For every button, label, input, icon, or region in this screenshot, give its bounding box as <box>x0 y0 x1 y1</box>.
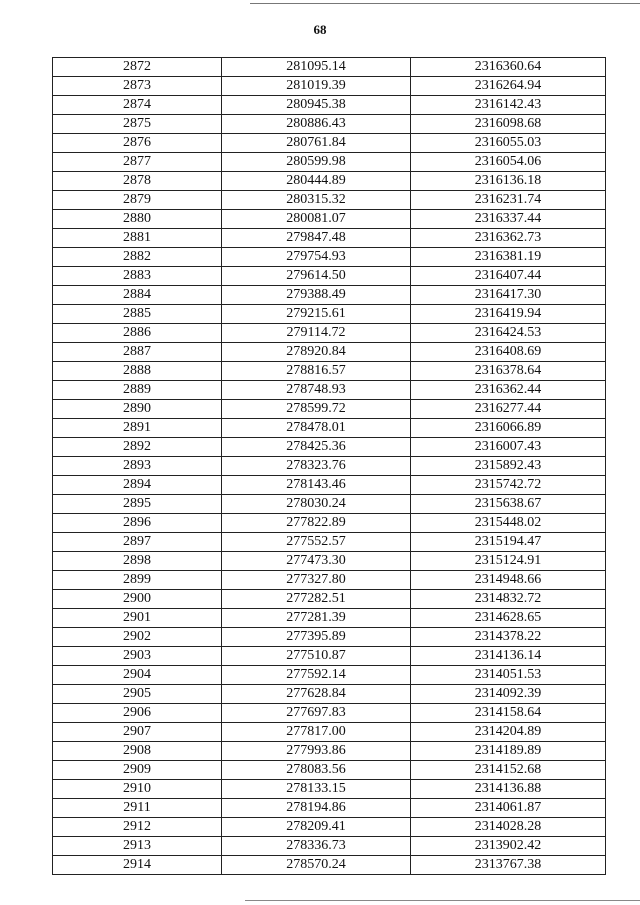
y-coordinate-cell: 2316337.44 <box>411 210 606 229</box>
x-coordinate-cell: 278030.24 <box>222 495 411 514</box>
x-coordinate-cell: 278478.01 <box>222 419 411 438</box>
y-coordinate-cell: 2314061.87 <box>411 799 606 818</box>
x-coordinate-cell: 280315.32 <box>222 191 411 210</box>
y-coordinate-cell: 2316231.74 <box>411 191 606 210</box>
point-number-cell: 2875 <box>53 115 222 134</box>
x-coordinate-cell: 277327.80 <box>222 571 411 590</box>
point-number-cell: 2913 <box>53 837 222 856</box>
x-coordinate-cell: 278194.86 <box>222 799 411 818</box>
table-row <box>53 647 606 666</box>
x-coordinate-cell: 277281.39 <box>222 609 411 628</box>
y-coordinate-cell: 2316264.94 <box>411 77 606 96</box>
y-coordinate-cell: 2316362.44 <box>411 381 606 400</box>
x-coordinate-cell: 278336.73 <box>222 837 411 856</box>
y-coordinate-cell: 2315194.47 <box>411 533 606 552</box>
table-row <box>53 267 606 286</box>
table-row <box>53 210 606 229</box>
x-coordinate-cell: 278143.46 <box>222 476 411 495</box>
point-number-cell: 2905 <box>53 685 222 704</box>
point-number-cell: 2899 <box>53 571 222 590</box>
x-coordinate-cell: 278920.84 <box>222 343 411 362</box>
point-number-cell: 2909 <box>53 761 222 780</box>
table-row <box>53 476 606 495</box>
x-coordinate-cell: 277628.84 <box>222 685 411 704</box>
y-coordinate-cell: 2316378.64 <box>411 362 606 381</box>
table-row <box>53 172 606 191</box>
x-coordinate-cell: 280886.43 <box>222 115 411 134</box>
point-number-cell: 2880 <box>53 210 222 229</box>
x-coordinate-cell: 277993.86 <box>222 742 411 761</box>
point-number-cell: 2884 <box>53 286 222 305</box>
y-coordinate-cell: 2316408.69 <box>411 343 606 362</box>
y-coordinate-cell: 2316066.89 <box>411 419 606 438</box>
x-coordinate-cell: 277592.14 <box>222 666 411 685</box>
table-row <box>53 704 606 723</box>
table-row <box>53 514 606 533</box>
y-coordinate-cell: 2314158.64 <box>411 704 606 723</box>
x-coordinate-cell: 277817.00 <box>222 723 411 742</box>
point-number-cell: 2897 <box>53 533 222 552</box>
point-number-cell: 2904 <box>53 666 222 685</box>
table-row <box>53 666 606 685</box>
table-row <box>53 343 606 362</box>
table-row <box>53 609 606 628</box>
y-coordinate-cell: 2313902.42 <box>411 837 606 856</box>
table-row <box>53 761 606 780</box>
point-number-cell: 2912 <box>53 818 222 837</box>
y-coordinate-cell: 2316360.64 <box>411 58 606 77</box>
page-number: 68 <box>313 22 327 37</box>
point-number-cell: 2893 <box>53 457 222 476</box>
x-coordinate-cell: 279847.48 <box>222 229 411 248</box>
y-coordinate-cell: 2314051.53 <box>411 666 606 685</box>
table-row <box>53 362 606 381</box>
x-coordinate-cell: 277395.89 <box>222 628 411 647</box>
x-coordinate-cell: 278816.57 <box>222 362 411 381</box>
y-coordinate-cell: 2314152.68 <box>411 761 606 780</box>
y-coordinate-cell: 2316277.44 <box>411 400 606 419</box>
x-coordinate-cell: 277282.51 <box>222 590 411 609</box>
y-coordinate-cell: 2314628.65 <box>411 609 606 628</box>
scan-edge-top <box>250 3 640 4</box>
coordinates-table <box>52 57 606 875</box>
y-coordinate-cell: 2314092.39 <box>411 685 606 704</box>
y-coordinate-cell: 2314136.88 <box>411 780 606 799</box>
table-row <box>53 533 606 552</box>
point-number-cell: 2882 <box>53 248 222 267</box>
point-number-cell: 2898 <box>53 552 222 571</box>
y-coordinate-cell: 2316136.18 <box>411 172 606 191</box>
point-number-cell: 2894 <box>53 476 222 495</box>
point-number-cell: 2902 <box>53 628 222 647</box>
point-number-cell: 2914 <box>53 856 222 875</box>
point-number-cell: 2885 <box>53 305 222 324</box>
point-number-cell: 2906 <box>53 704 222 723</box>
x-coordinate-cell: 277510.87 <box>222 647 411 666</box>
x-coordinate-cell: 279215.61 <box>222 305 411 324</box>
point-number-cell: 2873 <box>53 77 222 96</box>
x-coordinate-cell: 278425.36 <box>222 438 411 457</box>
x-coordinate-cell: 280945.38 <box>222 96 411 115</box>
table-row <box>53 552 606 571</box>
point-number-cell: 2910 <box>53 780 222 799</box>
y-coordinate-cell: 2315638.67 <box>411 495 606 514</box>
table-row <box>53 780 606 799</box>
y-coordinate-cell: 2316424.53 <box>411 324 606 343</box>
table-row <box>53 818 606 837</box>
x-coordinate-cell: 280599.98 <box>222 153 411 172</box>
x-coordinate-cell: 281019.39 <box>222 77 411 96</box>
table-row <box>53 438 606 457</box>
point-number-cell: 2911 <box>53 799 222 818</box>
y-coordinate-cell: 2314832.72 <box>411 590 606 609</box>
point-number-cell: 2903 <box>53 647 222 666</box>
x-coordinate-cell: 277822.89 <box>222 514 411 533</box>
scan-edge-bottom <box>245 900 640 901</box>
x-coordinate-cell: 278209.41 <box>222 818 411 837</box>
y-coordinate-cell: 2315742.72 <box>411 476 606 495</box>
point-number-cell: 2907 <box>53 723 222 742</box>
y-coordinate-cell: 2315124.91 <box>411 552 606 571</box>
x-coordinate-cell: 279114.72 <box>222 324 411 343</box>
point-number-cell: 2877 <box>53 153 222 172</box>
table-row <box>53 685 606 704</box>
table-row <box>53 837 606 856</box>
x-coordinate-cell: 279614.50 <box>222 267 411 286</box>
table-row <box>53 96 606 115</box>
table-row <box>53 115 606 134</box>
point-number-cell: 2879 <box>53 191 222 210</box>
point-number-cell: 2878 <box>53 172 222 191</box>
table-row <box>53 286 606 305</box>
point-number-cell: 2890 <box>53 400 222 419</box>
y-coordinate-cell: 2316419.94 <box>411 305 606 324</box>
point-number-cell: 2889 <box>53 381 222 400</box>
y-coordinate-cell: 2314948.66 <box>411 571 606 590</box>
x-coordinate-cell: 280761.84 <box>222 134 411 153</box>
x-coordinate-cell: 280444.89 <box>222 172 411 191</box>
x-coordinate-cell: 281095.14 <box>222 58 411 77</box>
x-coordinate-cell: 280081.07 <box>222 210 411 229</box>
y-coordinate-cell: 2316055.03 <box>411 134 606 153</box>
y-coordinate-cell: 2314028.28 <box>411 818 606 837</box>
y-coordinate-cell: 2316142.43 <box>411 96 606 115</box>
point-number-cell: 2876 <box>53 134 222 153</box>
y-coordinate-cell: 2316054.06 <box>411 153 606 172</box>
table-row <box>53 400 606 419</box>
table-row <box>53 191 606 210</box>
y-coordinate-cell: 2314204.89 <box>411 723 606 742</box>
point-number-cell: 2891 <box>53 419 222 438</box>
x-coordinate-cell: 277473.30 <box>222 552 411 571</box>
point-number-cell: 2900 <box>53 590 222 609</box>
x-coordinate-cell: 279754.93 <box>222 248 411 267</box>
table-row <box>53 305 606 324</box>
point-number-cell: 2883 <box>53 267 222 286</box>
table-row <box>53 248 606 267</box>
point-number-cell: 2874 <box>53 96 222 115</box>
point-number-cell: 2896 <box>53 514 222 533</box>
table-row <box>53 419 606 438</box>
x-coordinate-cell: 277697.83 <box>222 704 411 723</box>
x-coordinate-cell: 278599.72 <box>222 400 411 419</box>
table-row <box>53 153 606 172</box>
x-coordinate-cell: 278570.24 <box>222 856 411 875</box>
y-coordinate-cell: 2314136.14 <box>411 647 606 666</box>
y-coordinate-cell: 2316098.68 <box>411 115 606 134</box>
y-coordinate-cell: 2314378.22 <box>411 628 606 647</box>
x-coordinate-cell: 277552.57 <box>222 533 411 552</box>
table-row <box>53 799 606 818</box>
table-row <box>53 229 606 248</box>
y-coordinate-cell: 2316007.43 <box>411 438 606 457</box>
point-number-cell: 2901 <box>53 609 222 628</box>
y-coordinate-cell: 2316362.73 <box>411 229 606 248</box>
point-number-cell: 2895 <box>53 495 222 514</box>
x-coordinate-cell: 278133.15 <box>222 780 411 799</box>
table-row <box>53 58 606 77</box>
table-row <box>53 590 606 609</box>
y-coordinate-cell: 2316417.30 <box>411 286 606 305</box>
table-row <box>53 628 606 647</box>
y-coordinate-cell: 2314189.89 <box>411 742 606 761</box>
table-row <box>53 381 606 400</box>
x-coordinate-cell: 278083.56 <box>222 761 411 780</box>
table-row <box>53 742 606 761</box>
y-coordinate-cell: 2315448.02 <box>411 514 606 533</box>
point-number-cell: 2888 <box>53 362 222 381</box>
x-coordinate-cell: 278748.93 <box>222 381 411 400</box>
point-number-cell: 2872 <box>53 58 222 77</box>
x-coordinate-cell: 278323.76 <box>222 457 411 476</box>
y-coordinate-cell: 2315892.43 <box>411 457 606 476</box>
point-number-cell: 2908 <box>53 742 222 761</box>
y-coordinate-cell: 2316407.44 <box>411 267 606 286</box>
table-row <box>53 495 606 514</box>
table-row <box>53 723 606 742</box>
point-number-cell: 2892 <box>53 438 222 457</box>
point-number-cell: 2886 <box>53 324 222 343</box>
coordinates-table-body <box>53 58 606 875</box>
point-number-cell: 2881 <box>53 229 222 248</box>
point-number-cell: 2887 <box>53 343 222 362</box>
table-row <box>53 134 606 153</box>
table-row <box>53 457 606 476</box>
y-coordinate-cell: 2313767.38 <box>411 856 606 875</box>
x-coordinate-cell: 279388.49 <box>222 286 411 305</box>
y-coordinate-cell: 2316381.19 <box>411 248 606 267</box>
table-row <box>53 856 606 875</box>
table-row <box>53 571 606 590</box>
table-row <box>53 324 606 343</box>
table-row <box>53 77 606 96</box>
